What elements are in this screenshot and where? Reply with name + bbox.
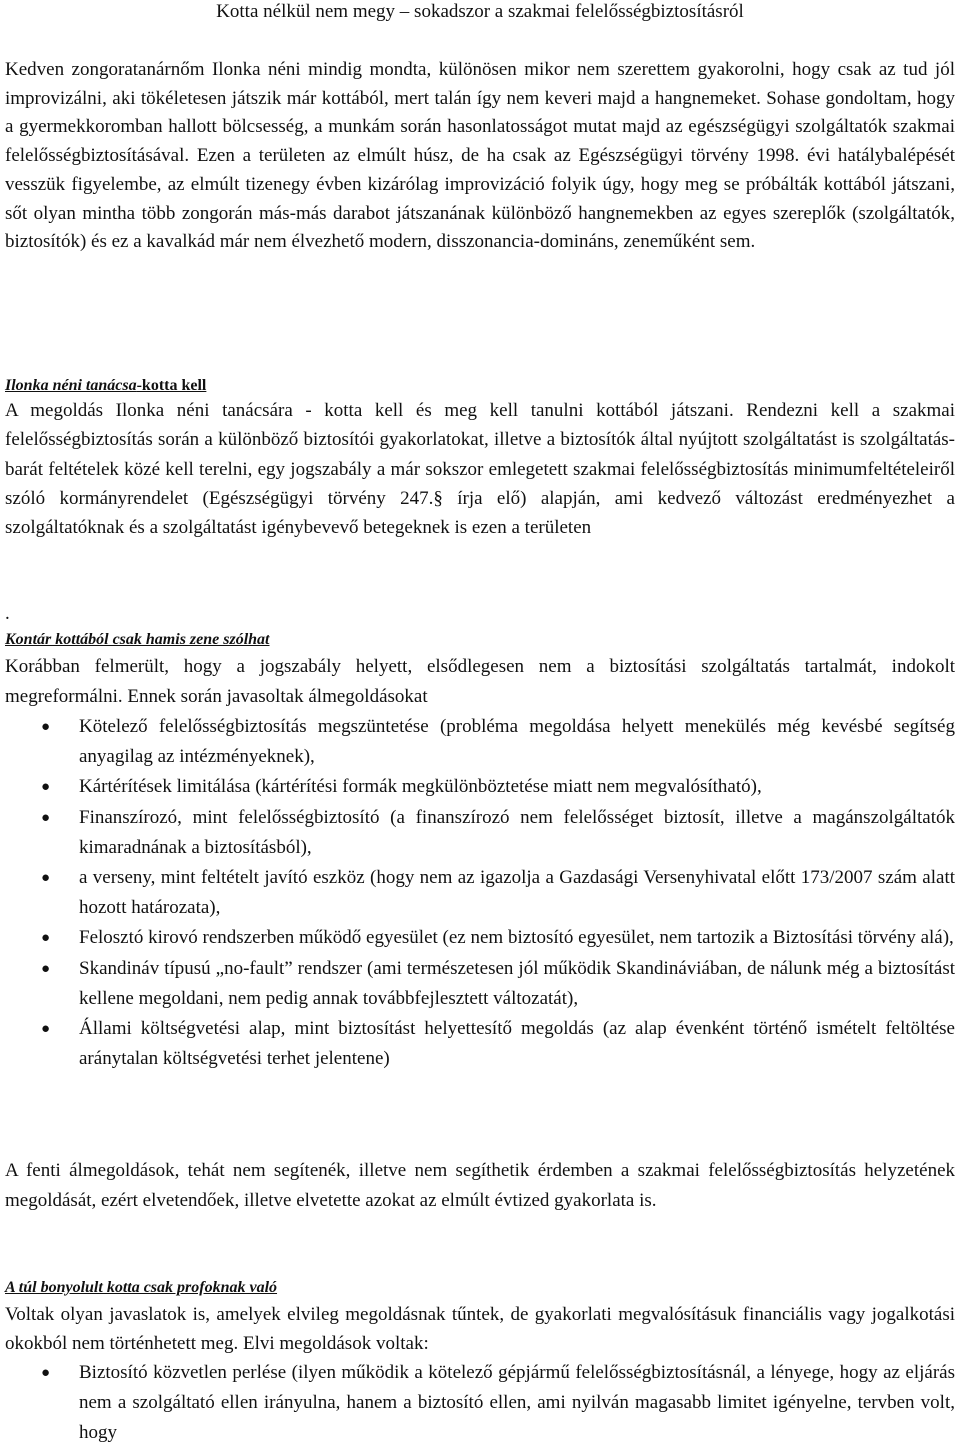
section-heading-bonyolult-text: A túl bonyolult kotta csak profoknak való [5,1279,278,1296]
bullet-icon: ● [41,719,51,735]
section-heading-rest: -kotta kell [136,377,207,394]
list-item [5,712,955,772]
intro-paragraph: Kedven zongoratanárnőm Ilonka néni mindig mondta, különösen mikor nem szerettem gyakorolni, hogy csak az tud jól improvizálni, aki tökéletesen játszik már kottából, mert talán így nem keveri majd a hangnemeket. Sohase gondoltam, hogy a gyermekkoromban hallott bölcsesség, a munkám során hasonlatosságot mutat majd az egészségügyi szolgáltatók szakmai felelősségbiztosításával. Ezen a területen az elmúlt húsz, de ha csak az Egészségügyi törvény 1998. évi hatálybalépését vesszük figyelembe, az elmúlt tizenegy évben kizárólag improvizáció folyik úgy, hogy meg se próbálták kottából játszani, sőt olyan mintha több zongorán más-más darabot játszanának különböző hangnemekben az egyes szereplők (szolgáltatók, biztosítók) és ez a kavalkád már nem élvezhető modern, disszonancia-domináns, zeneműként sem. [5,59,955,253]
document-title: Kotta nélkül nem megy – sokadszor a szakmai felelősségbiztosításról [216,1,744,22]
bullet-icon: ● [41,1365,51,1381]
list-item-text: Kötelező felelősségbiztosítás megszüntetése (probléma megoldása helyett menekülés még kevésbé segítség anyagilag az intézményeknek), [79,716,955,768]
section1-paragraph: A megoldás Ilonka néni tanácsára - kotta kell és meg kell tanulni kottából játszani. Rendezni kell a szakmai felelősségbiztosítás során a különböző biztosítói gyakorlatokat, illetve a biztosítók által nyújtott szolgáltatást is szolgáltatás-barát feltételek közé kell terelni, egy jogszabály a már sokszor emlegetett szakmai felelősségbiztosítás minimumfeltételeiről szóló kormányrendelet (Egészségügyi törvény 247.§ írja elő) alapján, ami kedvező változást eredményezhet a szolgáltatóknak és a szolgáltatást igénybevevő betegeknek is ezen a területen [5,400,955,539]
bullet-icon: ● [41,930,51,947]
section2-bullet-list [5,712,955,1074]
bullet-icon: ● [41,960,51,977]
bullet-icon: ● [41,1021,51,1038]
list-item [5,1358,955,1449]
list-item-text: Biztosító közvetlen perlése (ilyen működik a kötelező gépjármű felelősségbiztosításnál, a lényege, hogy az eljárás nem a szolgáltató ellen irányulna, hanem a biztosító ellen, ami nyilván magasabb limitet igényelne, tervben volt, hogy [79,1362,955,1444]
list-item-text: Állami költségvetési alap, mint biztosítást helyettesítő megoldás (az alap évenként történő ismételt feltöltése aránytalan költségvetési terhet jelentene) [79,1018,955,1070]
list-item-text: Skandináv típusú „no-fault” rendszer (ami természetesen jól működik Skandináviában, de nálunk még a biztosítást kellene megoldani, nem pedig annak továbbfejlesztett változatát), [79,957,955,1009]
bullet-icon: ● [41,779,51,796]
section-heading-kontar [5,630,270,650]
bullet-icon: ● [41,809,51,826]
section-heading-kontar-text: Kontár kottából csak hamis zene szólhat [5,631,270,648]
section1-trailing-dot: . [5,603,10,624]
list-item [5,954,955,1014]
bullet-icon: ● [41,870,51,887]
list-item [5,803,955,863]
section-heading-italic: Ilonka néni tanácsa [5,377,137,394]
section-heading-bonyolult [5,1278,277,1298]
list-item [5,923,955,953]
list-item [5,863,955,923]
list-item-text: a verseny, mint feltételt javító eszköz (hogy nem az igazolja a Gazdasági Versenyhivatal előtt 173/2007 szám alatt hozott határozata), [79,867,955,919]
list-item-text: Felosztó kirovó rendszerben működő egyesület (ez nem biztosító egyesület, nem tartozik a Biztosítási törvény alá), [79,927,954,949]
section-heading-ilonka [5,376,206,396]
section2-paragraph: Korábban felmerült, hogy a jogszabály helyett, elsődlegesen nem a biztosítási szolgáltatás tartalmát, indokolt megreformálni. Ennek során javasoltak álmegoldásokat [5,656,955,708]
list-item [5,1014,955,1074]
section3-bullet-list [5,1358,955,1449]
list-item-text: Finanszírozó, mint felelősségbiztosító (a finanszírozó nem felelősséget biztosít, illetve a magánszolgáltatók kimaradnának a biztosításból), [79,806,955,858]
section2-conclusion-paragraph: A fenti álmegoldások, tehát nem segítenék, illetve nem segíthetik érdemben a szakmai felelősségbiztosítás helyzetének megoldását, ezért elvetendőek, illetve elvetette azokat az elmúlt évtized gyakorlata is. [5,1160,955,1212]
section3-paragraph: Voltak olyan javaslatok is, amelyek elvileg megoldásnak tűntek, de gyakorlati megvalósításuk financiális vagy jogalkotási okokból nem történhetett meg. Elvi megoldások voltak: [5,1304,955,1355]
list-item [5,772,955,802]
list-item-text: Kártérítések limitálása (kártérítési formák megkülönböztetése miatt nem megvalósítható), [79,776,762,798]
